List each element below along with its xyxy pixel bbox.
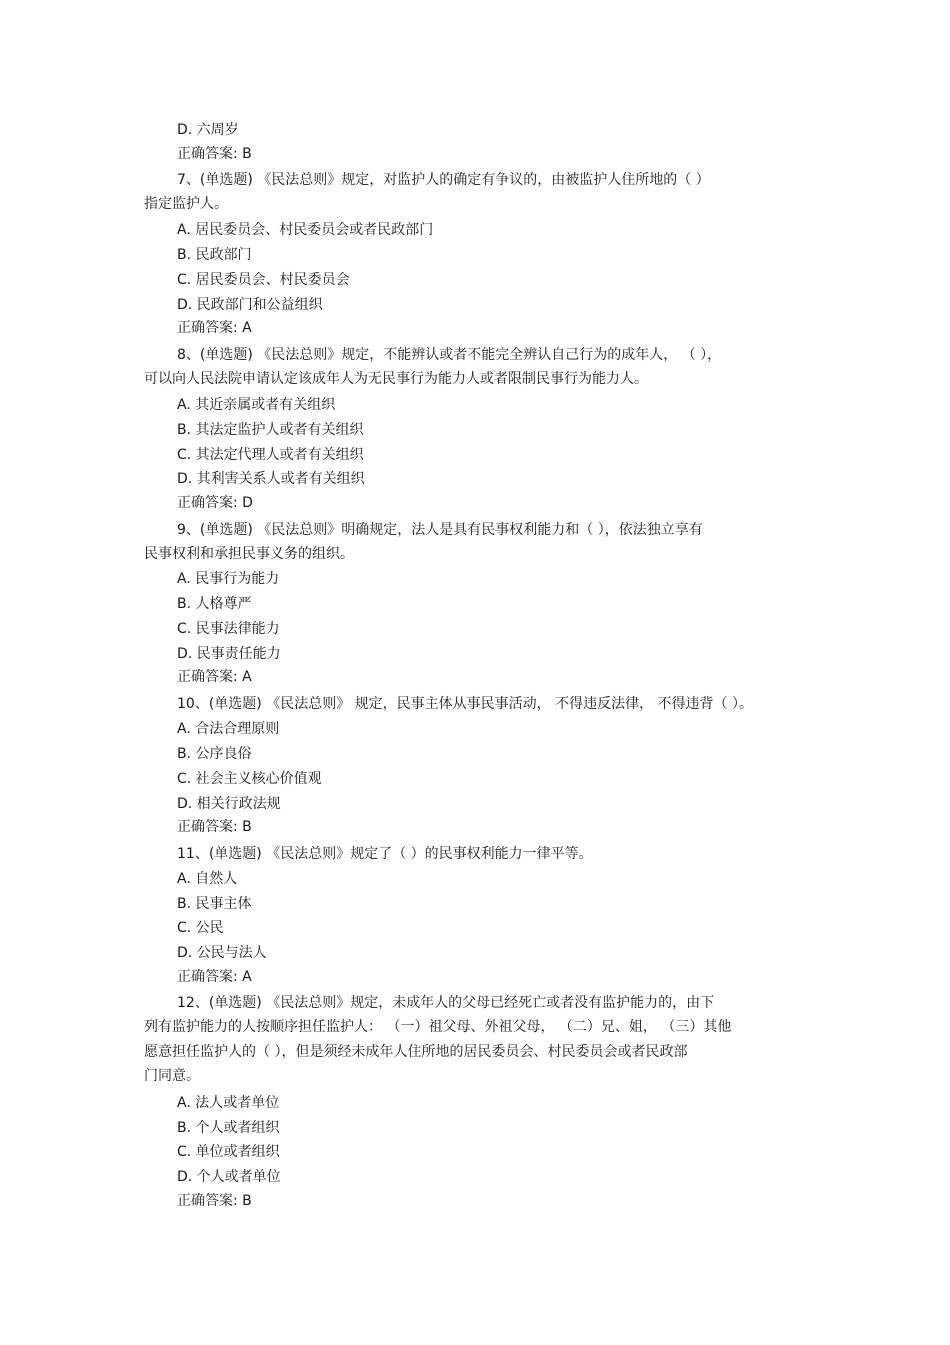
option-a: A. 民事行为能力 (177, 571, 280, 587)
option-c: C. 社会主义核心价值观 (177, 771, 322, 787)
option-b: B. 公序良俗 (177, 746, 252, 762)
option-b: B. 民政部门 (177, 247, 252, 263)
option-a: A. 自然人 (177, 871, 238, 887)
option-d: D. 个人或者单位 (177, 1169, 281, 1185)
option-d: D. 相关行政法规 (177, 796, 281, 812)
option-d: D. 民事责任能力 (177, 646, 281, 662)
question-12-text-cont: 门同意。 (144, 1068, 200, 1084)
correct-answer: 正确答案: A (177, 320, 252, 336)
question-12-text: 12、(单选题) 《民法总则》规定，未成年人的父母已经死亡或者没有监护能力的，由下 (177, 995, 715, 1011)
correct-answer: 正确答案: B (177, 1193, 252, 1209)
option-b: B. 民事主体 (177, 896, 252, 912)
question-12-text-cont: 愿意担任监护人的（ ），但是须经未成年人住所地的居民委员会、村民委员会或者民政部 (144, 1044, 688, 1060)
question-10-text: 10、(单选题) 《民法总则》 规定，民事主体从事民事活动， 不得违反法律， 不得违背（ ）。 (177, 696, 753, 712)
option-c: C. 居民委员会、村民委员会 (177, 272, 350, 288)
option-d: D. 民政部门和公益组织 (177, 297, 323, 313)
option-d: D. 公民与法人 (177, 945, 267, 961)
option-c: C. 单位或者组织 (177, 1144, 280, 1160)
option-a: A. 居民委员会、村民委员会或者民政部门 (177, 222, 434, 238)
correct-answer: 正确答案: B (177, 146, 252, 162)
option-c: C. 其法定代理人或者有关组织 (177, 447, 364, 463)
correct-answer: 正确答案: A (177, 969, 252, 985)
option-d: D. 六周岁 (177, 122, 239, 138)
option-b: B. 其法定监护人或者有关组织 (177, 422, 364, 438)
option-a: A. 合法合理原则 (177, 721, 280, 737)
option-b: B. 个人或者组织 (177, 1120, 280, 1136)
question-9-text-cont: 民事权利和承担民事义务的组织。 (144, 546, 354, 562)
question-9-text: 9、(单选题) 《民法总则》明确规定，法人是具有民事权利能力和（ ），依法独立享有 (177, 522, 703, 538)
option-c: C. 民事法律能力 (177, 621, 280, 637)
option-a: A. 法人或者单位 (177, 1095, 280, 1111)
question-8-text-cont: 可以向人民法院申请认定该成年人为无民事行为能力人或者限制民事行为能力人。 (144, 371, 648, 387)
correct-answer: 正确答案: A (177, 669, 252, 685)
option-c: C. 公民 (177, 920, 224, 936)
option-b: B. 人格尊严 (177, 596, 252, 612)
question-7-text: 7、(单选题) 《民法总则》规定，对监护人的确定有争议的，由被监护人住所地的（ ） (177, 172, 710, 188)
question-11-text: 11、(单选题) 《民法总则》规定了（ ）的民事权利能力一律平等。 (177, 846, 593, 862)
option-a: A. 其近亲属或者有关组织 (177, 397, 336, 413)
question-8-text: 8、(单选题) 《民法总则》规定，不能辨认或者不能完全辨认自己行为的成年人， （ ）， (177, 347, 722, 363)
question-7-text-cont: 指定监护人。 (144, 196, 228, 212)
option-d: D. 其利害关系人或者有关组织 (177, 471, 365, 487)
correct-answer: 正确答案: D (177, 495, 253, 511)
correct-answer: 正确答案: B (177, 819, 252, 835)
question-12-text-cont: 列有监护能力的人按顺序担任监护人： （一）祖父母、外祖父母， （二）兄、姐， （三）其他 (144, 1019, 732, 1035)
